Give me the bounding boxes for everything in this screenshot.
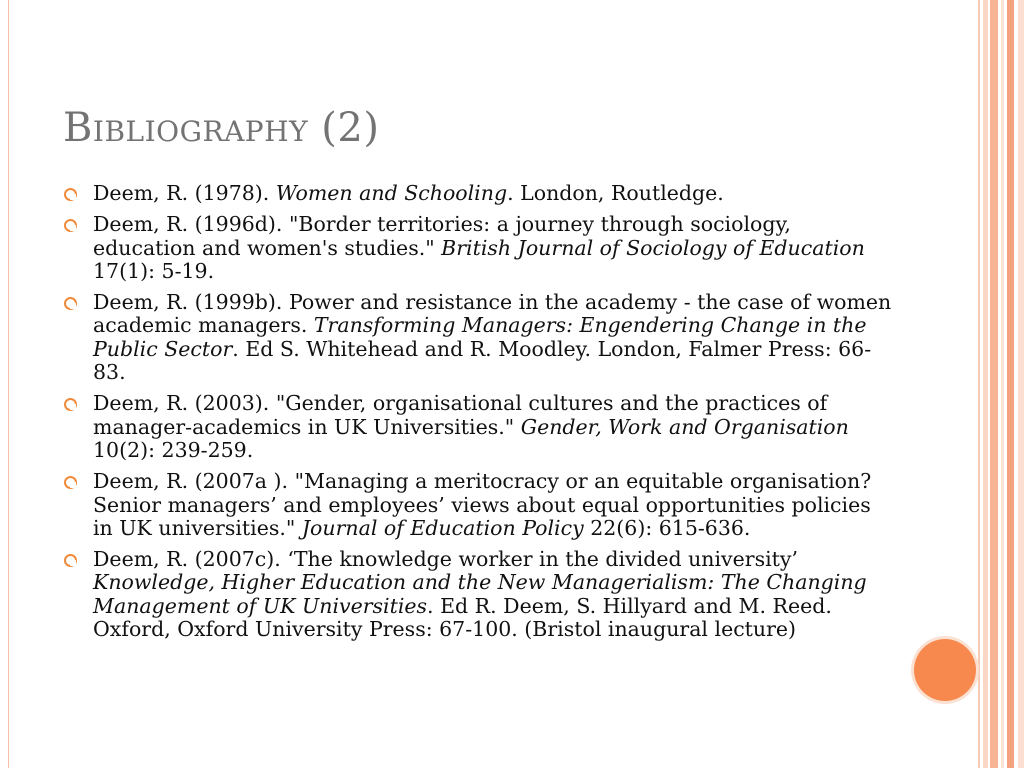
stripe bbox=[990, 0, 998, 768]
entry-text: Deem, R. (2007a ). "Managing a meritocracy or an equitable organisation? Senior managers’ and employees’ views about equal opportunities policies in UK universities." Journal of Education Policy 22(6): 615-636. bbox=[93, 469, 872, 540]
bullet-icon bbox=[64, 219, 77, 232]
stripe bbox=[1018, 0, 1024, 768]
bullet-icon bbox=[64, 297, 77, 310]
stripe bbox=[978, 0, 980, 768]
entry-text: Deem, R. (1978). Women and Schooling. London, Routledge. bbox=[93, 181, 724, 205]
bibliography-entry bbox=[62, 213, 892, 283]
bullet-icon bbox=[64, 398, 77, 411]
bullet-icon bbox=[64, 554, 77, 567]
entry-text: Deem, R. (1999b). Power and resistance in the academy - the case of women academic managers. Transforming Managers: Engendering Change in the Public Sector. Ed S. Whitehead and R. Moodley. London, Falmer Press: 66-83. bbox=[93, 290, 892, 385]
decorative-circle bbox=[914, 639, 976, 701]
stripe bbox=[1001, 0, 1004, 768]
right-decorative-stripes bbox=[974, 0, 1024, 768]
entry-text: Deem, R. (2003). "Gender, organisational cultures and the practices of manager-academics in UK Universities." Gender, Work and Organisation 10(2): 239-259. bbox=[93, 391, 849, 462]
stripe bbox=[983, 0, 988, 768]
entry-text: Deem, R. (2007c). ‘The knowledge worker in the divided university’ Knowledge, Higher Education and the New Managerialism: The Changing Management of UK Universities. Ed R. Deem, S. Hillyard and M. Reed. Oxford, Oxford University Press: 67-100. (Bristol inaugural lecture) bbox=[93, 547, 867, 642]
bibliography-entry bbox=[62, 182, 892, 205]
bullet-icon bbox=[64, 188, 77, 201]
bibliography-list bbox=[62, 182, 892, 649]
bibliography-entry bbox=[62, 548, 892, 641]
bullet-icon bbox=[64, 476, 77, 489]
bibliography-entry bbox=[62, 392, 892, 462]
entry-text: Deem, R. (1996d). "Border territories: a journey through sociology, education and women's studies." British Journal of Sociology of Education 17(1): 5-19. bbox=[93, 212, 865, 283]
bibliography-entry bbox=[62, 291, 892, 384]
left-border-line bbox=[8, 0, 9, 768]
stripe bbox=[1007, 0, 1014, 768]
bibliography-entry bbox=[62, 470, 892, 540]
slide-title: Bibliography (2) bbox=[63, 105, 380, 151]
